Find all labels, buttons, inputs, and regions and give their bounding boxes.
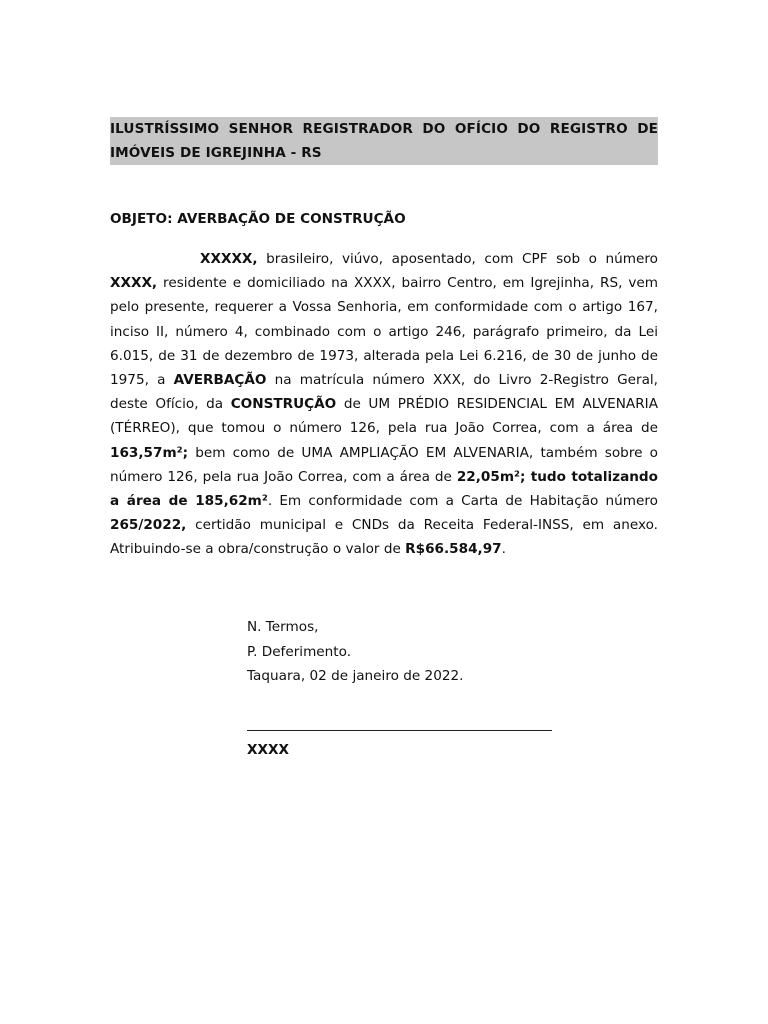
closing-date: Taquara, 02 de janeiro de 2022. — [247, 668, 464, 684]
closing-block — [247, 615, 658, 689]
cpf-number: XXXX, — [110, 275, 158, 292]
signer-name: XXXX — [247, 742, 289, 758]
body-segment: brasileiro, viúvo, aposentado, com CPF sob o número — [257, 251, 658, 267]
document-object: OBJETO: AVERBAÇÃO DE CONSTRUÇÃO — [110, 211, 406, 227]
habitation-number: 265/2022, — [110, 517, 187, 534]
signature-line — [247, 730, 552, 731]
body-segment: . — [501, 541, 506, 558]
area-building: 163,57m²; — [110, 444, 189, 461]
body-segment: residente e domiciliado na XXXX, bairro Centro, em Igrejinha, RS, vem pelo presente, requerer a Vossa Senhoria, em conformidade com o artigo 167, inciso II, número 4, combinado com o artigo 246, parágrafo primeiro, da Lei 6.015, de 31 de dezembro de 1973, alterada pela Lei 6.216, de 30 de junho de 1975, a — [110, 275, 658, 389]
construction-value: R$66.584,97 — [405, 541, 502, 558]
body-segment: certidão municipal e CNDs da Receita Federal-INSS, em anexo. Atribuindo-se a obra/construção o valor de — [110, 517, 658, 558]
body-segment: bem como de UMA AMPLIAÇÃO EM ALVENARIA, também sobre o número 126, pela rua João Correa, com a área de — [110, 444, 658, 485]
construcao-term: CONSTRUÇÃO — [230, 396, 337, 413]
closing-deferment: P. Deferimento. — [247, 643, 352, 660]
closing-terms: N. Termos, — [247, 619, 319, 635]
body-segment: . Em conformidade com a Carta de Habitação número — [267, 493, 658, 510]
document-heading: ILUSTRÍSSIMO SENHOR REGISTRADOR DO OFÍCIO DO REGISTRO DE IMÓVEIS DE IGREJINHA - RS — [110, 117, 658, 165]
body-segment: na matrícula número XXX, do Livro 2-Registro Geral, deste Ofício, da — [110, 372, 659, 413]
document-body — [110, 247, 658, 562]
applicant-name: XXXXX, — [200, 251, 258, 267]
body-segment: de UM PRÉDIO RESIDENCIAL EM ALVENARIA (TÉRREO), que tomou o número 126, pela rua João Correa, com a área de — [110, 396, 658, 437]
area-total: 22,05m²; tudo totalizando a área de 185,62m² — [110, 468, 658, 510]
averbacao-term: AVERBAÇÃO — [173, 372, 267, 389]
